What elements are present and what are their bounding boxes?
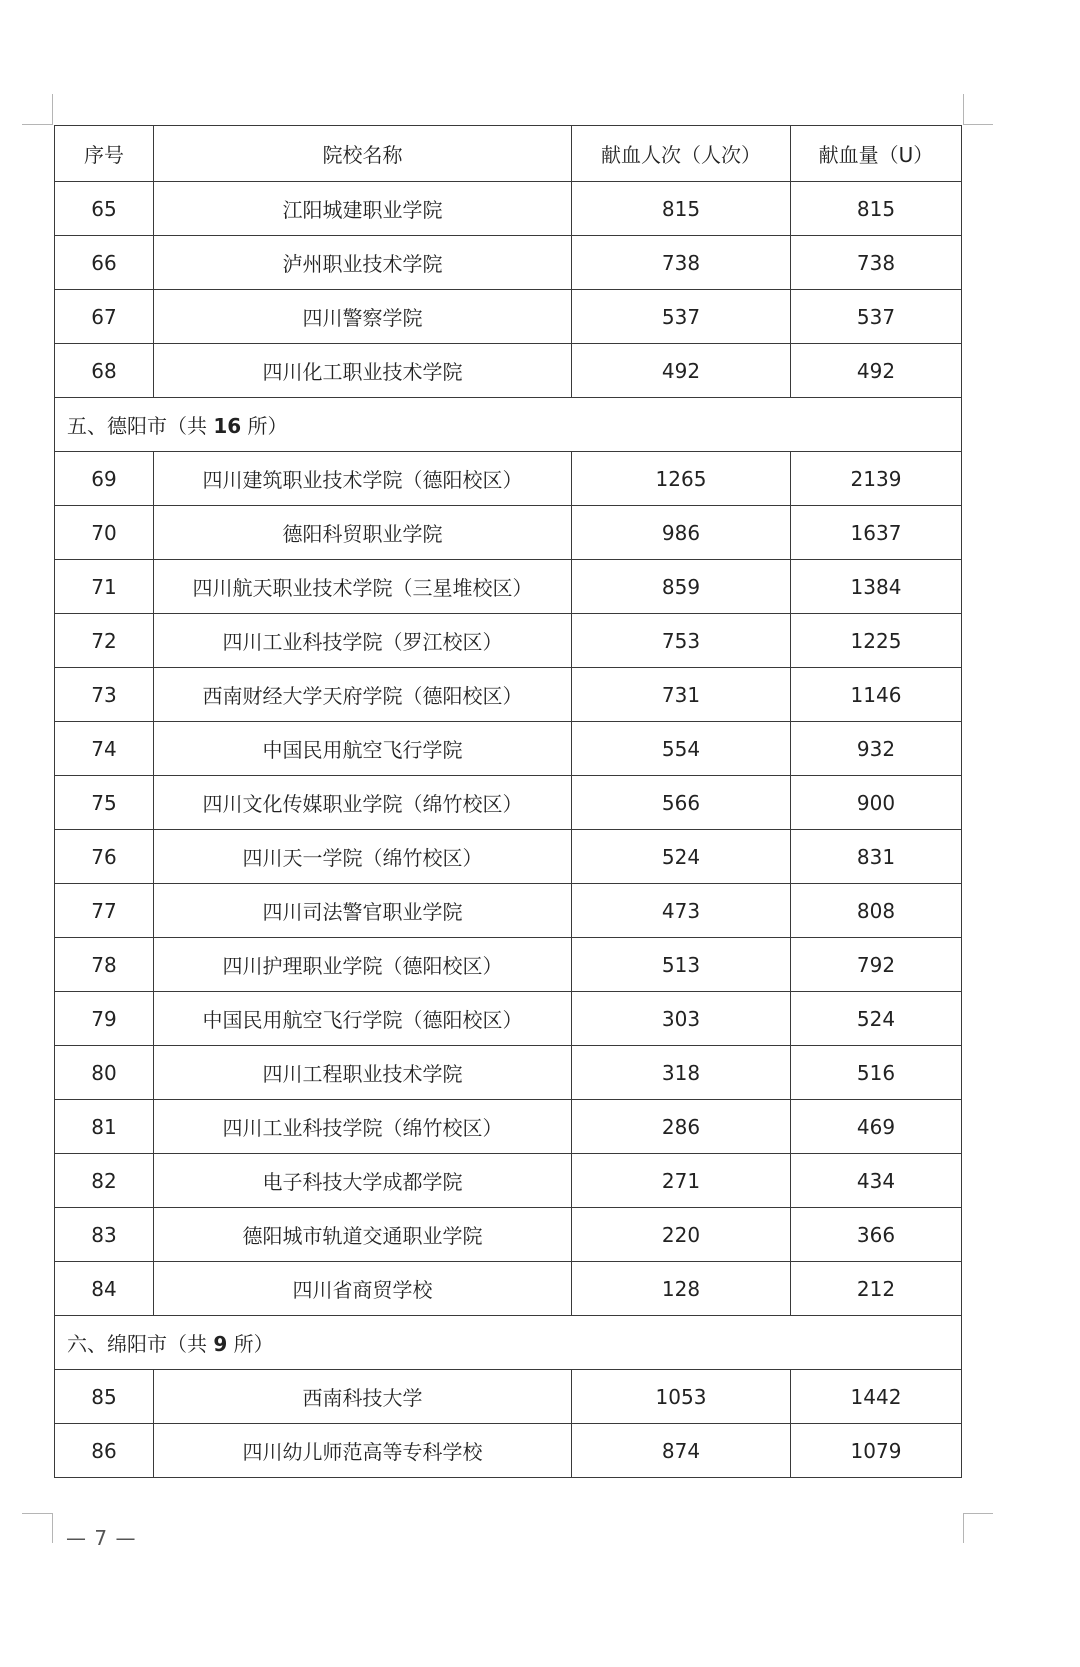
row-donor-count: 1265 <box>572 452 791 506</box>
row-blood-volume: 2139 <box>791 452 962 506</box>
row-blood-volume: 434 <box>791 1154 962 1208</box>
row-blood-volume: 366 <box>791 1208 962 1262</box>
row-school-name: 德阳科贸职业学院 <box>154 506 572 560</box>
table-row <box>55 1046 962 1100</box>
table-row <box>55 776 962 830</box>
row-blood-volume: 537 <box>791 290 962 344</box>
row-blood-volume: 831 <box>791 830 962 884</box>
row-school-name: 四川司法警官职业学院 <box>154 884 572 938</box>
crop-mark-bottom-right-h <box>963 1513 993 1514</box>
header-row <box>55 126 962 182</box>
row-school-name: 四川工业科技学院（罗江校区） <box>154 614 572 668</box>
row-donor-count: 220 <box>572 1208 791 1262</box>
row-donor-count: 286 <box>572 1100 791 1154</box>
row-school-name: 四川省商贸学校 <box>154 1262 572 1316</box>
table-row <box>55 1370 962 1424</box>
row-index: 65 <box>55 182 154 236</box>
row-index: 75 <box>55 776 154 830</box>
row-donor-count: 738 <box>572 236 791 290</box>
row-donor-count: 859 <box>572 560 791 614</box>
row-donor-count: 566 <box>572 776 791 830</box>
crop-mark-top-right-v <box>963 94 964 125</box>
row-school-name: 四川建筑职业技术学院（德阳校区） <box>154 452 572 506</box>
crop-mark-bottom-right-v <box>963 1513 964 1543</box>
row-index: 74 <box>55 722 154 776</box>
header-blood-volume: 献血量（U） <box>791 126 962 182</box>
table-row <box>55 560 962 614</box>
row-index: 79 <box>55 992 154 1046</box>
row-blood-volume: 1225 <box>791 614 962 668</box>
row-blood-volume: 212 <box>791 1262 962 1316</box>
row-school-name: 电子科技大学成都学院 <box>154 1154 572 1208</box>
row-blood-volume: 1384 <box>791 560 962 614</box>
table-row <box>55 1424 962 1478</box>
row-index: 68 <box>55 344 154 398</box>
row-school-name: 德阳城市轨道交通职业学院 <box>154 1208 572 1262</box>
page-number: — 7 — <box>66 1526 137 1550</box>
row-donor-count: 554 <box>572 722 791 776</box>
row-index: 67 <box>55 290 154 344</box>
table-row <box>55 236 962 290</box>
table-row <box>55 938 962 992</box>
row-donor-count: 513 <box>572 938 791 992</box>
table-row <box>55 506 962 560</box>
header-school-name: 院校名称 <box>154 126 572 182</box>
row-blood-volume: 738 <box>791 236 962 290</box>
row-index: 71 <box>55 560 154 614</box>
section-suffix: 所） <box>227 1332 274 1356</box>
crop-mark-bottom-left-h <box>22 1513 52 1514</box>
row-blood-volume: 808 <box>791 884 962 938</box>
row-blood-volume: 932 <box>791 722 962 776</box>
table-row <box>55 344 962 398</box>
row-index: 82 <box>55 1154 154 1208</box>
table-row <box>55 614 962 668</box>
blood-donation-table <box>54 125 962 1478</box>
crop-mark-bottom-left-v <box>52 1513 53 1543</box>
table-row <box>55 830 962 884</box>
row-index: 80 <box>55 1046 154 1100</box>
row-index: 81 <box>55 1100 154 1154</box>
row-school-name: 四川护理职业学院（德阳校区） <box>154 938 572 992</box>
row-donor-count: 271 <box>572 1154 791 1208</box>
crop-mark-top-left-h <box>22 124 52 125</box>
section-heading-mianyang <box>55 1316 962 1370</box>
table-row <box>55 722 962 776</box>
table-row <box>55 182 962 236</box>
row-blood-volume: 1637 <box>791 506 962 560</box>
section-heading-deyang <box>55 398 962 452</box>
row-donor-count: 815 <box>572 182 791 236</box>
row-index: 76 <box>55 830 154 884</box>
row-index: 78 <box>55 938 154 992</box>
section-row-mianyang <box>55 1316 962 1370</box>
row-donor-count: 731 <box>572 668 791 722</box>
row-donor-count: 1053 <box>572 1370 791 1424</box>
row-school-name: 四川工业科技学院（绵竹校区） <box>154 1100 572 1154</box>
section-suffix: 所） <box>241 414 288 438</box>
row-donor-count: 128 <box>572 1262 791 1316</box>
row-index: 70 <box>55 506 154 560</box>
row-blood-volume: 492 <box>791 344 962 398</box>
row-school-name: 中国民用航空飞行学院 <box>154 722 572 776</box>
row-school-name: 四川警察学院 <box>154 290 572 344</box>
header-donor-count: 献血人次（人次） <box>572 126 791 182</box>
row-index: 85 <box>55 1370 154 1424</box>
table-row <box>55 1154 962 1208</box>
row-donor-count: 473 <box>572 884 791 938</box>
row-donor-count: 524 <box>572 830 791 884</box>
row-blood-volume: 1442 <box>791 1370 962 1424</box>
row-school-name: 四川文化传媒职业学院（绵竹校区） <box>154 776 572 830</box>
row-blood-volume: 792 <box>791 938 962 992</box>
row-donor-count: 986 <box>572 506 791 560</box>
row-blood-volume: 815 <box>791 182 962 236</box>
row-index: 69 <box>55 452 154 506</box>
header-index: 序号 <box>55 126 154 182</box>
row-blood-volume: 469 <box>791 1100 962 1154</box>
row-blood-volume: 1079 <box>791 1424 962 1478</box>
row-donor-count: 537 <box>572 290 791 344</box>
row-school-name: 泸州职业技术学院 <box>154 236 572 290</box>
row-blood-volume: 1146 <box>791 668 962 722</box>
row-blood-volume: 900 <box>791 776 962 830</box>
row-school-name: 四川化工职业技术学院 <box>154 344 572 398</box>
table-row <box>55 290 962 344</box>
section-count: 16 <box>213 414 242 438</box>
section-count: 9 <box>213 1332 228 1356</box>
table-row <box>55 1262 962 1316</box>
section-row-deyang <box>55 398 962 452</box>
section-prefix: 五、德阳市（共 <box>67 414 214 438</box>
table-row <box>55 1100 962 1154</box>
row-donor-count: 318 <box>572 1046 791 1100</box>
row-index: 66 <box>55 236 154 290</box>
row-index: 73 <box>55 668 154 722</box>
crop-mark-top-left-v <box>52 94 53 125</box>
row-school-name: 西南财经大学天府学院（德阳校区） <box>154 668 572 722</box>
row-school-name: 江阳城建职业学院 <box>154 182 572 236</box>
row-school-name: 中国民用航空飞行学院（德阳校区） <box>154 992 572 1046</box>
row-index: 84 <box>55 1262 154 1316</box>
row-index: 86 <box>55 1424 154 1478</box>
row-blood-volume: 524 <box>791 992 962 1046</box>
crop-mark-top-right-h <box>963 124 993 125</box>
row-donor-count: 753 <box>572 614 791 668</box>
section-prefix: 六、绵阳市（共 <box>67 1332 214 1356</box>
table-row <box>55 668 962 722</box>
row-index: 72 <box>55 614 154 668</box>
row-blood-volume: 516 <box>791 1046 962 1100</box>
row-school-name: 四川幼儿师范高等专科学校 <box>154 1424 572 1478</box>
row-school-name: 西南科技大学 <box>154 1370 572 1424</box>
row-school-name: 四川工程职业技术学院 <box>154 1046 572 1100</box>
row-donor-count: 874 <box>572 1424 791 1478</box>
table-row <box>55 452 962 506</box>
row-school-name: 四川天一学院（绵竹校区） <box>154 830 572 884</box>
row-school-name: 四川航天职业技术学院（三星堆校区） <box>154 560 572 614</box>
table-row <box>55 1208 962 1262</box>
table-row <box>55 884 962 938</box>
row-donor-count: 303 <box>572 992 791 1046</box>
row-index: 77 <box>55 884 154 938</box>
row-donor-count: 492 <box>572 344 791 398</box>
row-index: 83 <box>55 1208 154 1262</box>
table-row <box>55 992 962 1046</box>
